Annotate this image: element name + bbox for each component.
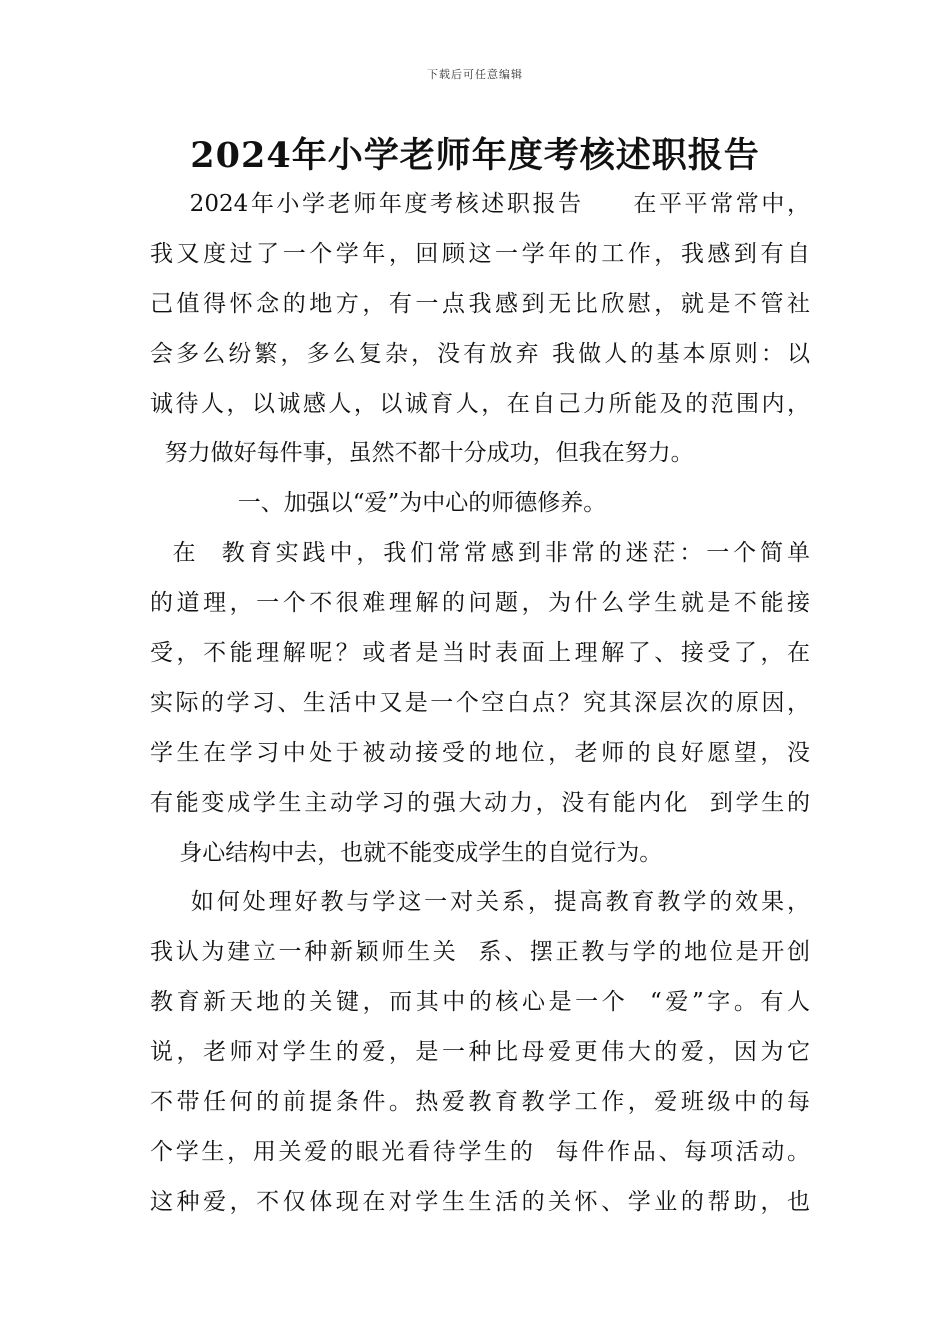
text-line: 努力做好每件事，虽然不都十分成功，但我在努力。 <box>150 440 694 467</box>
text-line: 我又度过了一个学年，回顾这一学年的工作，我感到有自 <box>150 240 810 267</box>
text-line: 会多么纷繁，多么复杂，没有放弃 我做人的基本原则：以 <box>150 340 810 367</box>
text-line: 身心结构中去，也就不能变成学生的自觉行为。 <box>150 839 663 866</box>
text-line: 这种爱，不仅体现在对学生生活的关怀、学业的帮助，也 <box>150 1188 810 1215</box>
text-line: 如何处理好教与学这一对关系，提高教育教学的效果， <box>150 889 810 916</box>
text-line: 诚待人，以诚感人，以诚育人，在自己力所能及的范围内， <box>150 390 810 417</box>
body-text <box>150 180 810 1228</box>
text-line: 学生在学习中处于被动接受的地位，老师的良好愿望，没 <box>150 739 810 766</box>
text-line: 受，不能理解呢？或者是当时表面上理解了、接受了，在 <box>150 640 810 667</box>
text-line: 一、加强以“爱”为中心的师德修养。 <box>150 490 607 517</box>
text-line: 教育新天地的关键，而其中的核心是一个 “爱”字。有人 <box>150 989 810 1016</box>
header-note: 下载后可任意编辑 <box>427 68 523 81</box>
text-line: 个学生，用关爱的眼光看待学生的 每件作品、每项活动。 <box>150 1138 810 1165</box>
text-line: 实际的学习、生活中又是一个空白点？究其深层次的原因， <box>150 689 810 716</box>
text-line: 我认为建立一种新颖师生关 系、摆正教与学的地位是开创 <box>150 939 810 966</box>
text-line: 的道理，一个不很难理解的问题，为什么学生就是不能接 <box>150 590 810 617</box>
text-line: 有能变成学生主动学习的强大动力，没有能内化 到学生的 <box>150 789 810 816</box>
text-line: 在 教育实践中，我们常常感到非常的迷茫：一个简单 <box>150 540 810 567</box>
text-line: 说，老师对学生的爱，是一种比母爱更伟大的爱，因为它 <box>150 1039 810 1066</box>
text-line: 不带任何的前提条件。热爱教育教学工作，爱班级中的每 <box>150 1089 810 1116</box>
document-title: 2024年小学老师年度考核述职报告 <box>190 135 760 176</box>
text-line: 2024年小学老师年度考核述职报告 在平平常常中， <box>150 191 810 217</box>
text-line: 己值得怀念的地方，有一点我感到无比欣慰，就是不管社 <box>150 290 810 317</box>
